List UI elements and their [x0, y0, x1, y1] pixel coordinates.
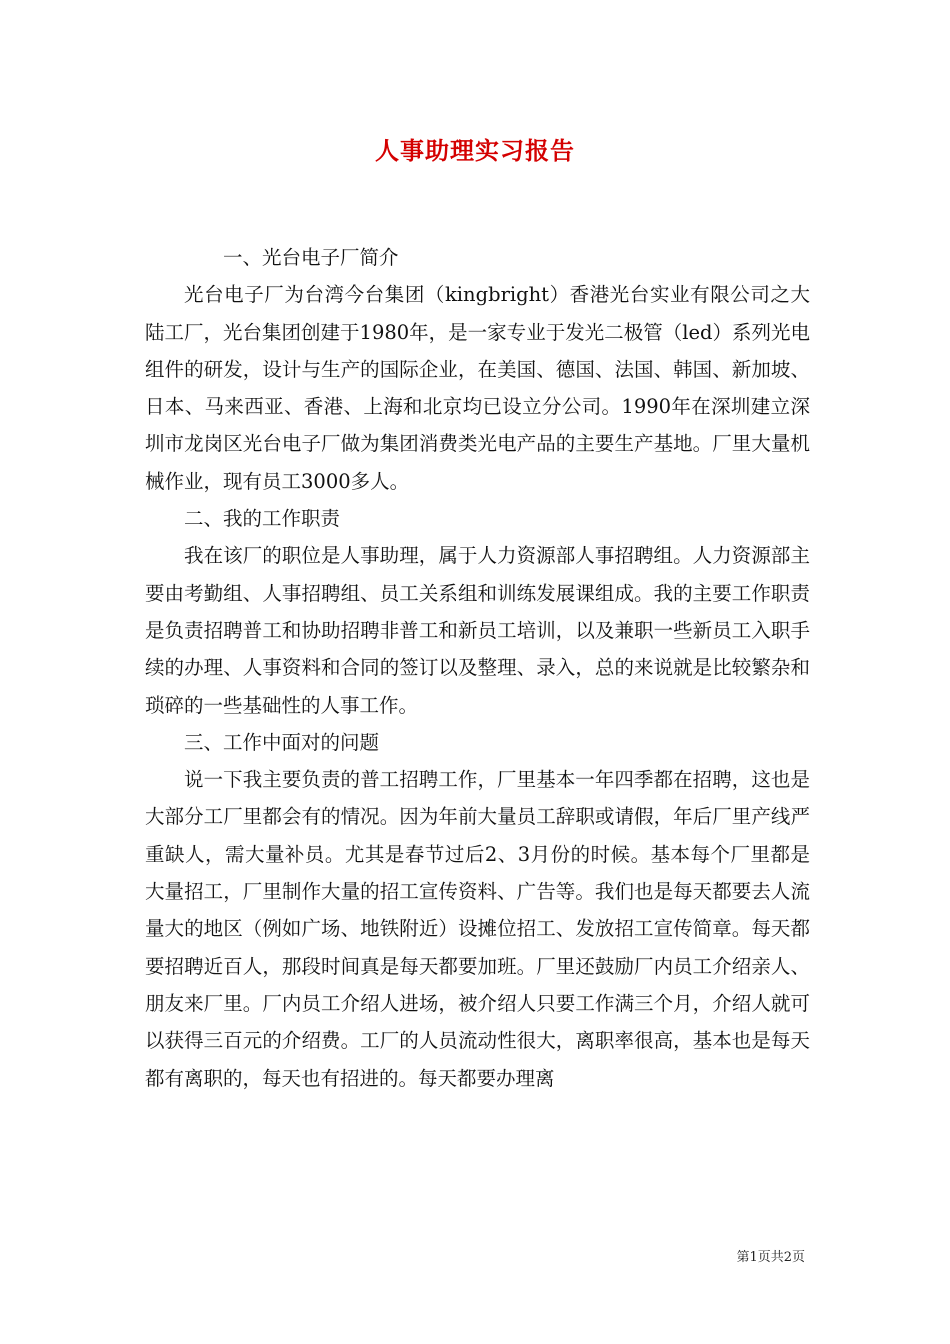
section-heading-1: 一、光台电子厂简介	[223, 246, 399, 269]
paragraph-company-intro: 光台电子厂为台湾今台集团（kingbright）香港光台实业有限公司之大陆工厂，光台集团创建于1980年，是一家专业于发光二极管（led）系列光电组件的研发，设计与生产的国际企业，在美国、德国、法国、韩国、新加坡、日本、马来西亚、香港、上海和北京均已设立分公司。1990年在深圳建立深圳市龙岗区光台电子厂做为集团消费类光电产品的主要生产基地。厂里大量机械作业，现有员工3000多人。	[145, 283, 810, 493]
document-body	[145, 239, 810, 1097]
paragraph-job-duties: 我在该厂的职位是人事助理，属于人力资源部人事招聘组。人力资源部主要由考勤组、人事招聘组、员工关系组和训练发展课组成。我的主要工作职责是负责招聘普工和协助招聘非普工和新员工培训，以及兼职一些新员工入职手续的办理、人事资料和合同的签订以及整理、录入，总的来说就是比较繁杂和琐碎的一些基础性的人事工作。	[145, 544, 810, 717]
section-heading-2: 二、我的工作职责	[184, 507, 341, 531]
document-title: 人事助理实习报告	[375, 136, 575, 165]
paragraph-work-problems: 说一下我主要负责的普工招聘工作，厂里基本一年四季都在招聘，这也是大部分工厂里都会有的情况。因为年前大量员工辞职或请假，年后厂里产线严重缺人，需大量补员。尤其是春节过后2、3月份的时候。基本每个厂里都是大量招工，厂里制作大量的招工宣传资料、广告等。我们也是每天都要去人流量大的地区（例如广场、地铁附近）设摊位招工、发放招工宣传简章。每天都要招聘近百人，那段时间真是每天都要加班。厂里还鼓励厂内员工介绍亲人、朋友来厂里。厂内员工介绍人进场，被介绍人只要工作满三个月，介绍人就可以获得三百元的介绍费。工厂的人员流动性很大，离职率很高，基本也是每天都有离职的，每天也有招进的。每天都要办理离	[145, 768, 810, 1090]
page-number-footer: 第1页共2页	[736, 1250, 805, 1265]
section-heading-3: 三、工作中面对的问题	[184, 730, 380, 754]
